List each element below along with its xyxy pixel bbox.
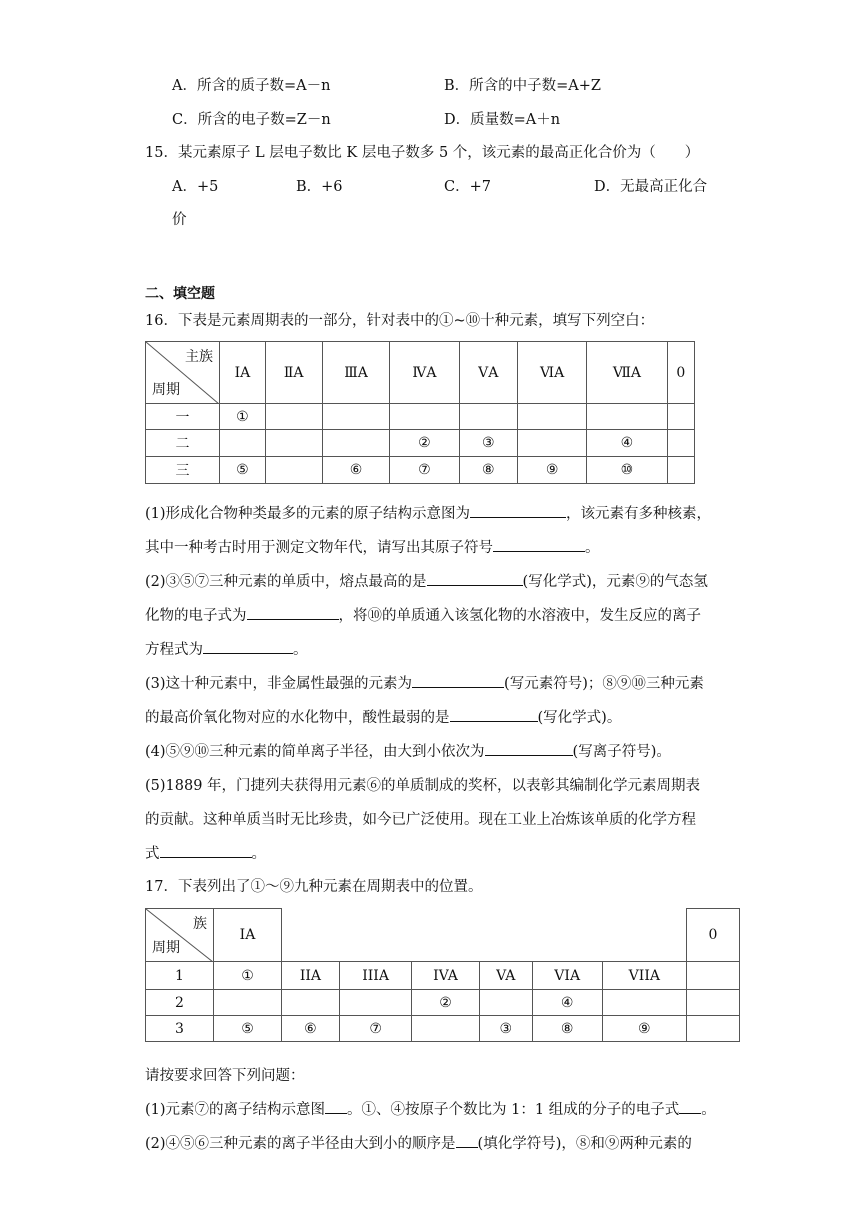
- q17-element-cell: [412, 1016, 479, 1042]
- q16-part2-line2: [145, 604, 701, 625]
- q16-element-cell: ③: [459, 430, 517, 457]
- q16-element-cell: ⑨: [517, 457, 586, 484]
- q16-header-cell: 0: [667, 342, 694, 404]
- q17-element-cell: [339, 990, 411, 1016]
- q16-element-cell: ⑩: [587, 457, 667, 484]
- q17-element-cell: ③: [479, 1016, 532, 1042]
- q17-element-cell: ①: [214, 962, 282, 990]
- answer-blank[interactable]: [485, 741, 573, 756]
- q17-subheader-cell: IIA: [282, 962, 340, 990]
- q17-element-cell: [687, 990, 740, 1016]
- q17-header-gap: [282, 909, 687, 962]
- q17-period-label: 3: [146, 1016, 214, 1042]
- section-heading: 二、填空题: [145, 286, 215, 302]
- q17-subheader-cell: VIIA: [602, 962, 686, 990]
- q16-part4-text: (写离子符号)。: [572, 744, 671, 760]
- q16-periodic-table: [145, 341, 695, 484]
- q16-part1-text: 。: [585, 540, 600, 556]
- q16-element-cell: ⑧: [459, 457, 517, 484]
- q16-part2-text: 方程式为: [145, 642, 203, 658]
- q17-subheader-cell: VIA: [532, 962, 602, 990]
- answer-blank[interactable]: [679, 1099, 701, 1114]
- q16-header-cell: ⅣA: [390, 342, 459, 404]
- q16-part2-line3: [145, 638, 308, 659]
- q14-option-a: A．所含的质子数=A－n: [172, 78, 331, 94]
- q16-element-cell: [322, 430, 390, 457]
- q17-stem: 17．下表列出了①～⑨九种元素在周期表中的位置。: [145, 879, 483, 895]
- q16-part3-text: (3)这十种元素中，非金属性最强的元素为: [145, 676, 413, 692]
- q17-element-cell: [602, 990, 686, 1016]
- q16-element-cell: ⑦: [390, 457, 459, 484]
- q17-element-cell: [479, 990, 532, 1016]
- q16-header-cell: ⅡA: [265, 342, 322, 404]
- answer-blank[interactable]: [427, 571, 523, 586]
- q17-element-cell: [687, 1016, 740, 1042]
- answer-blank[interactable]: [325, 1099, 347, 1114]
- q15-stem: 15．某元素原子 L 层电子数比 K 层电子数多 5 个，该元素的最高正化合价为（ ）: [145, 145, 700, 161]
- q16-part2-text: 化物的电子式为: [145, 608, 247, 624]
- q17-element-cell: ⑥: [282, 1016, 340, 1042]
- q17-period-label: 1: [146, 962, 214, 990]
- q15-option-d: D．无最高正化合: [594, 179, 708, 195]
- q16-corner-group-label: 主族: [185, 349, 213, 365]
- q16-period-label: 三: [146, 457, 220, 484]
- q17-part1-text: (1)元素⑦的离子结构示意图: [145, 1102, 326, 1118]
- q16-element-cell: [265, 404, 322, 430]
- q16-part1-line2: [145, 536, 600, 557]
- q16-part4-text: (4)⑤⑨⑩三种元素的简单离子半径，由大到小依次为: [145, 744, 485, 760]
- answer-blank[interactable]: [160, 843, 252, 858]
- q16-element-cell: [322, 404, 390, 430]
- q16-part5-text: 式: [145, 846, 160, 862]
- q17-periodic-table: [145, 908, 740, 1042]
- q16-part3-line2: [145, 706, 621, 727]
- answer-blank[interactable]: [247, 605, 339, 620]
- answer-blank[interactable]: [450, 707, 538, 722]
- q16-part2-text: (2)③⑤⑦三种元素的单质中，熔点最高的是: [145, 574, 427, 590]
- q17-period-label: 2: [146, 990, 214, 1016]
- q16-stem: 16．下表是元素周期表的一部分，针对表中的①~⑩十种元素，填写下列空白：: [145, 313, 655, 329]
- q16-part3-line1: [145, 672, 704, 693]
- q16-part5-text: 。: [251, 846, 266, 862]
- q16-element-cell: ⑤: [220, 457, 266, 484]
- q16-part5-line2: 的贡献。这种单质当时无比珍贵，如今已广泛使用。现在工业上冶炼该单质的化学方程: [145, 812, 696, 828]
- q17-part1-text: 。①、④按原子个数比为 1：1 组成的分子的电子式: [347, 1102, 680, 1118]
- q16-element-cell: ②: [390, 430, 459, 457]
- q16-part3-text: 的最高价氧化物对应的水化物中，酸性最弱的是: [145, 710, 450, 726]
- q17-part2-text: (填化学符号)，⑧和⑨两种元素的: [477, 1136, 692, 1152]
- q16-corner-period-label: 周期: [152, 382, 180, 398]
- q16-header-cell: ⅢA: [322, 342, 390, 404]
- q16-period-label: 一: [146, 404, 220, 430]
- q17-header-ia: IA: [214, 909, 282, 962]
- q16-period-label: 二: [146, 430, 220, 457]
- q16-part1-text: 其中一种考古时用于测定文物年代，请写出其原子符号: [145, 540, 493, 556]
- q16-part5-line3: [145, 842, 266, 863]
- q16-header-cell: ⅦA: [587, 342, 667, 404]
- q16-element-cell: ④: [587, 430, 667, 457]
- q17-element-cell: ⑦: [339, 1016, 411, 1042]
- answer-blank[interactable]: [456, 1133, 478, 1148]
- q15-option-a: A．+5: [172, 179, 219, 195]
- q17-table-corner: [146, 909, 214, 962]
- q17-element-cell: ④: [532, 990, 602, 1016]
- q14-option-c: C．所含的电子数=Z－n: [172, 112, 331, 128]
- q17-element-cell: ②: [412, 990, 479, 1016]
- q16-header-cell: ⅥA: [517, 342, 586, 404]
- q16-element-cell: [517, 404, 586, 430]
- q17-part1-text: 。: [701, 1102, 716, 1118]
- q17-element-cell: ⑤: [214, 1016, 282, 1042]
- q15-option-d-continued: 价: [172, 212, 187, 228]
- q16-element-cell: [265, 430, 322, 457]
- q17-subheader-cell: VA: [479, 962, 532, 990]
- q16-table-corner: [146, 342, 220, 404]
- q17-header-zero: 0: [687, 909, 740, 962]
- q16-element-cell: ①: [220, 404, 266, 430]
- q16-header-cell: ⅠA: [220, 342, 266, 404]
- q16-part2-text: ，将⑩的单质通入该氢化物的水溶液中，发生反应的离子: [338, 608, 701, 624]
- q17-part2-text: (2)④⑤⑥三种元素的离子半径由大到小的顺序是: [145, 1136, 456, 1152]
- q17-subheader-cell: IVA: [412, 962, 479, 990]
- q16-element-cell: ⑥: [322, 457, 390, 484]
- q16-element-cell: [390, 404, 459, 430]
- q17-element-cell: [214, 990, 282, 1016]
- q16-part3-text: (写元素符号)；⑧⑨⑩三种元素: [504, 676, 704, 692]
- q16-part1-text: (1)形成化合物种类最多的元素的原子结构示意图为: [145, 506, 471, 522]
- q14-option-d: D．质量数=A＋n: [444, 112, 561, 128]
- q16-part2-line1: [145, 570, 708, 591]
- q16-part1-line1: [145, 502, 711, 523]
- q16-element-cell: [667, 430, 694, 457]
- q16-element-cell: [459, 404, 517, 430]
- q17-subheader-cell: IIIA: [339, 962, 411, 990]
- q17-prompt: 请按要求回答下列问题：: [145, 1068, 305, 1084]
- answer-blank[interactable]: [412, 673, 504, 688]
- q17-corner-group-label: 族: [193, 916, 207, 932]
- q16-element-cell: [587, 404, 667, 430]
- q16-element-cell: [517, 430, 586, 457]
- q16-part4-line1: [145, 740, 671, 761]
- q17-element-cell: ⑨: [602, 1016, 686, 1042]
- answer-blank[interactable]: [203, 639, 293, 654]
- q16-part2-text: 。: [293, 642, 308, 658]
- q17-element-cell: [687, 962, 740, 990]
- q17-part1-line1: [145, 1098, 716, 1119]
- q17-corner-period-label: 周期: [152, 940, 180, 956]
- q17-part2-line1: [145, 1132, 692, 1153]
- q16-element-cell: [667, 457, 694, 484]
- answer-blank[interactable]: [470, 503, 566, 518]
- q14-option-b: B．所含的中子数=A+Z: [444, 78, 602, 94]
- q16-part1-text: ，该元素有多种核素，: [566, 506, 712, 522]
- q16-part3-text: (写化学式)。: [537, 710, 622, 726]
- q16-part2-text: (写化学式)，元素⑨的气态氢: [522, 574, 708, 590]
- q16-header-cell: ⅤA: [459, 342, 517, 404]
- q17-element-cell: [282, 990, 340, 1016]
- answer-blank[interactable]: [493, 537, 585, 552]
- q16-element-cell: [667, 404, 694, 430]
- q17-element-cell: ⑧: [532, 1016, 602, 1042]
- q15-option-b: B．+6: [296, 179, 343, 195]
- q15-option-c: C．+7: [444, 179, 491, 195]
- q16-element-cell: [265, 457, 322, 484]
- q16-element-cell: [220, 430, 266, 457]
- q16-part5-line1: (5)1889 年，门捷列夫获得用元素⑥的单质制成的奖杯，以表彰其编制化学元素周期表: [145, 778, 701, 794]
